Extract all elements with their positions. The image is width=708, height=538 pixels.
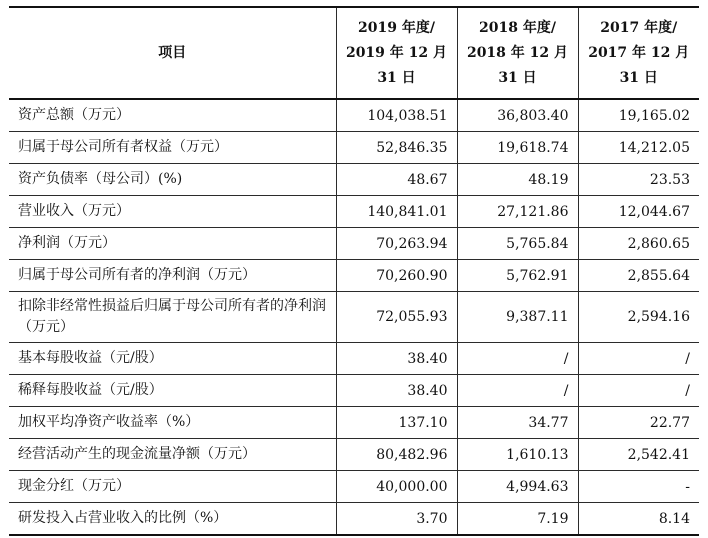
table-row [9,292,699,343]
row-label: 加权平均净资产收益率（%） [9,407,336,439]
value-2017: / [578,343,699,375]
row-label: 净利润（万元） [9,228,336,260]
value-2019: 72,055.93 [336,292,457,343]
table-row [9,503,699,536]
table-row [9,228,699,260]
row-label: 稀释每股收益（元/股） [9,375,336,407]
value-2018: 9,387.11 [457,292,578,343]
row-label: 营业收入（万元） [9,196,336,228]
row-label: 扣除非经常性损益后归属于母公司所有者的净利润（万元） [9,292,336,343]
value-2017: - [578,471,699,503]
value-2019: 104,038.51 [336,99,457,132]
value-2019: 3.70 [336,503,457,536]
row-label: 经营活动产生的现金流量净额（万元） [9,439,336,471]
value-2019: 70,260.90 [336,260,457,292]
value-2019: 137.10 [336,407,457,439]
row-label: 资产总额（万元） [9,99,336,132]
table-row [9,260,699,292]
row-label: 归属于母公司所有者权益（万元） [9,132,336,164]
value-2017: 23.53 [578,164,699,196]
column-header-line: 31 日 [498,69,537,86]
column-header-2019 [336,7,457,99]
value-2017: 2,855.64 [578,260,699,292]
value-2018: 5,765.84 [457,228,578,260]
value-2019: 48.67 [336,164,457,196]
value-2019: 38.40 [336,343,457,375]
row-label: 资产负债率（母公司）(%) [9,164,336,196]
value-2018: / [457,343,578,375]
value-2019: 140,841.01 [336,196,457,228]
column-header-line: 31 日 [619,69,658,86]
table-row [9,471,699,503]
table-row [9,196,699,228]
column-header-line: 2019 年 12 月 [345,44,448,61]
column-header-line: 2017 年 12 月 [588,44,690,61]
value-2017: / [578,375,699,407]
value-2018: 5,762.91 [457,260,578,292]
value-2017: 19,165.02 [578,99,699,132]
financial-summary-table [9,6,699,536]
value-2019: 80,482.96 [336,439,457,471]
value-2017: 12,044.67 [578,196,699,228]
value-2019: 70,263.94 [336,228,457,260]
value-2017: 8.14 [578,503,699,536]
table-row [9,343,699,375]
value-2018: / [457,375,578,407]
value-2017: 2,594.16 [578,292,699,343]
column-header-line: 2019 年度/ [358,19,435,36]
value-2017: 2,542.41 [578,439,699,471]
header-row [9,7,699,99]
row-label: 现金分红（万元） [9,471,336,503]
column-header-line: 2018 年度/ [479,19,556,36]
table-row [9,99,699,132]
table-row [9,375,699,407]
value-2018: 36,803.40 [457,99,578,132]
table-row [9,439,699,471]
value-2019: 52,846.35 [336,132,457,164]
row-label: 基本每股收益（元/股） [9,343,336,375]
column-header-line: 31 日 [377,69,416,86]
table-row [9,164,699,196]
value-2017: 14,212.05 [578,132,699,164]
value-2017: 2,860.65 [578,228,699,260]
column-header-2017 [578,7,699,99]
value-2018: 34.77 [457,407,578,439]
column-header-line: 2017 年度/ [600,19,678,36]
table-row [9,407,699,439]
value-2017: 22.77 [578,407,699,439]
table-row [9,132,699,164]
row-label: 研发投入占营业收入的比例（%） [9,503,336,536]
value-2018: 1,610.13 [457,439,578,471]
value-2019: 38.40 [336,375,457,407]
row-label: 归属于母公司所有者的净利润（万元） [9,260,336,292]
value-2018: 48.19 [457,164,578,196]
item-column-header: 项目 [9,7,336,99]
value-2019: 40,000.00 [336,471,457,503]
value-2018: 4,994.63 [457,471,578,503]
value-2018: 27,121.86 [457,196,578,228]
column-header-2018 [457,7,578,99]
value-2018: 7.19 [457,503,578,536]
value-2018: 19,618.74 [457,132,578,164]
column-header-line: 2018 年 12 月 [466,44,569,61]
